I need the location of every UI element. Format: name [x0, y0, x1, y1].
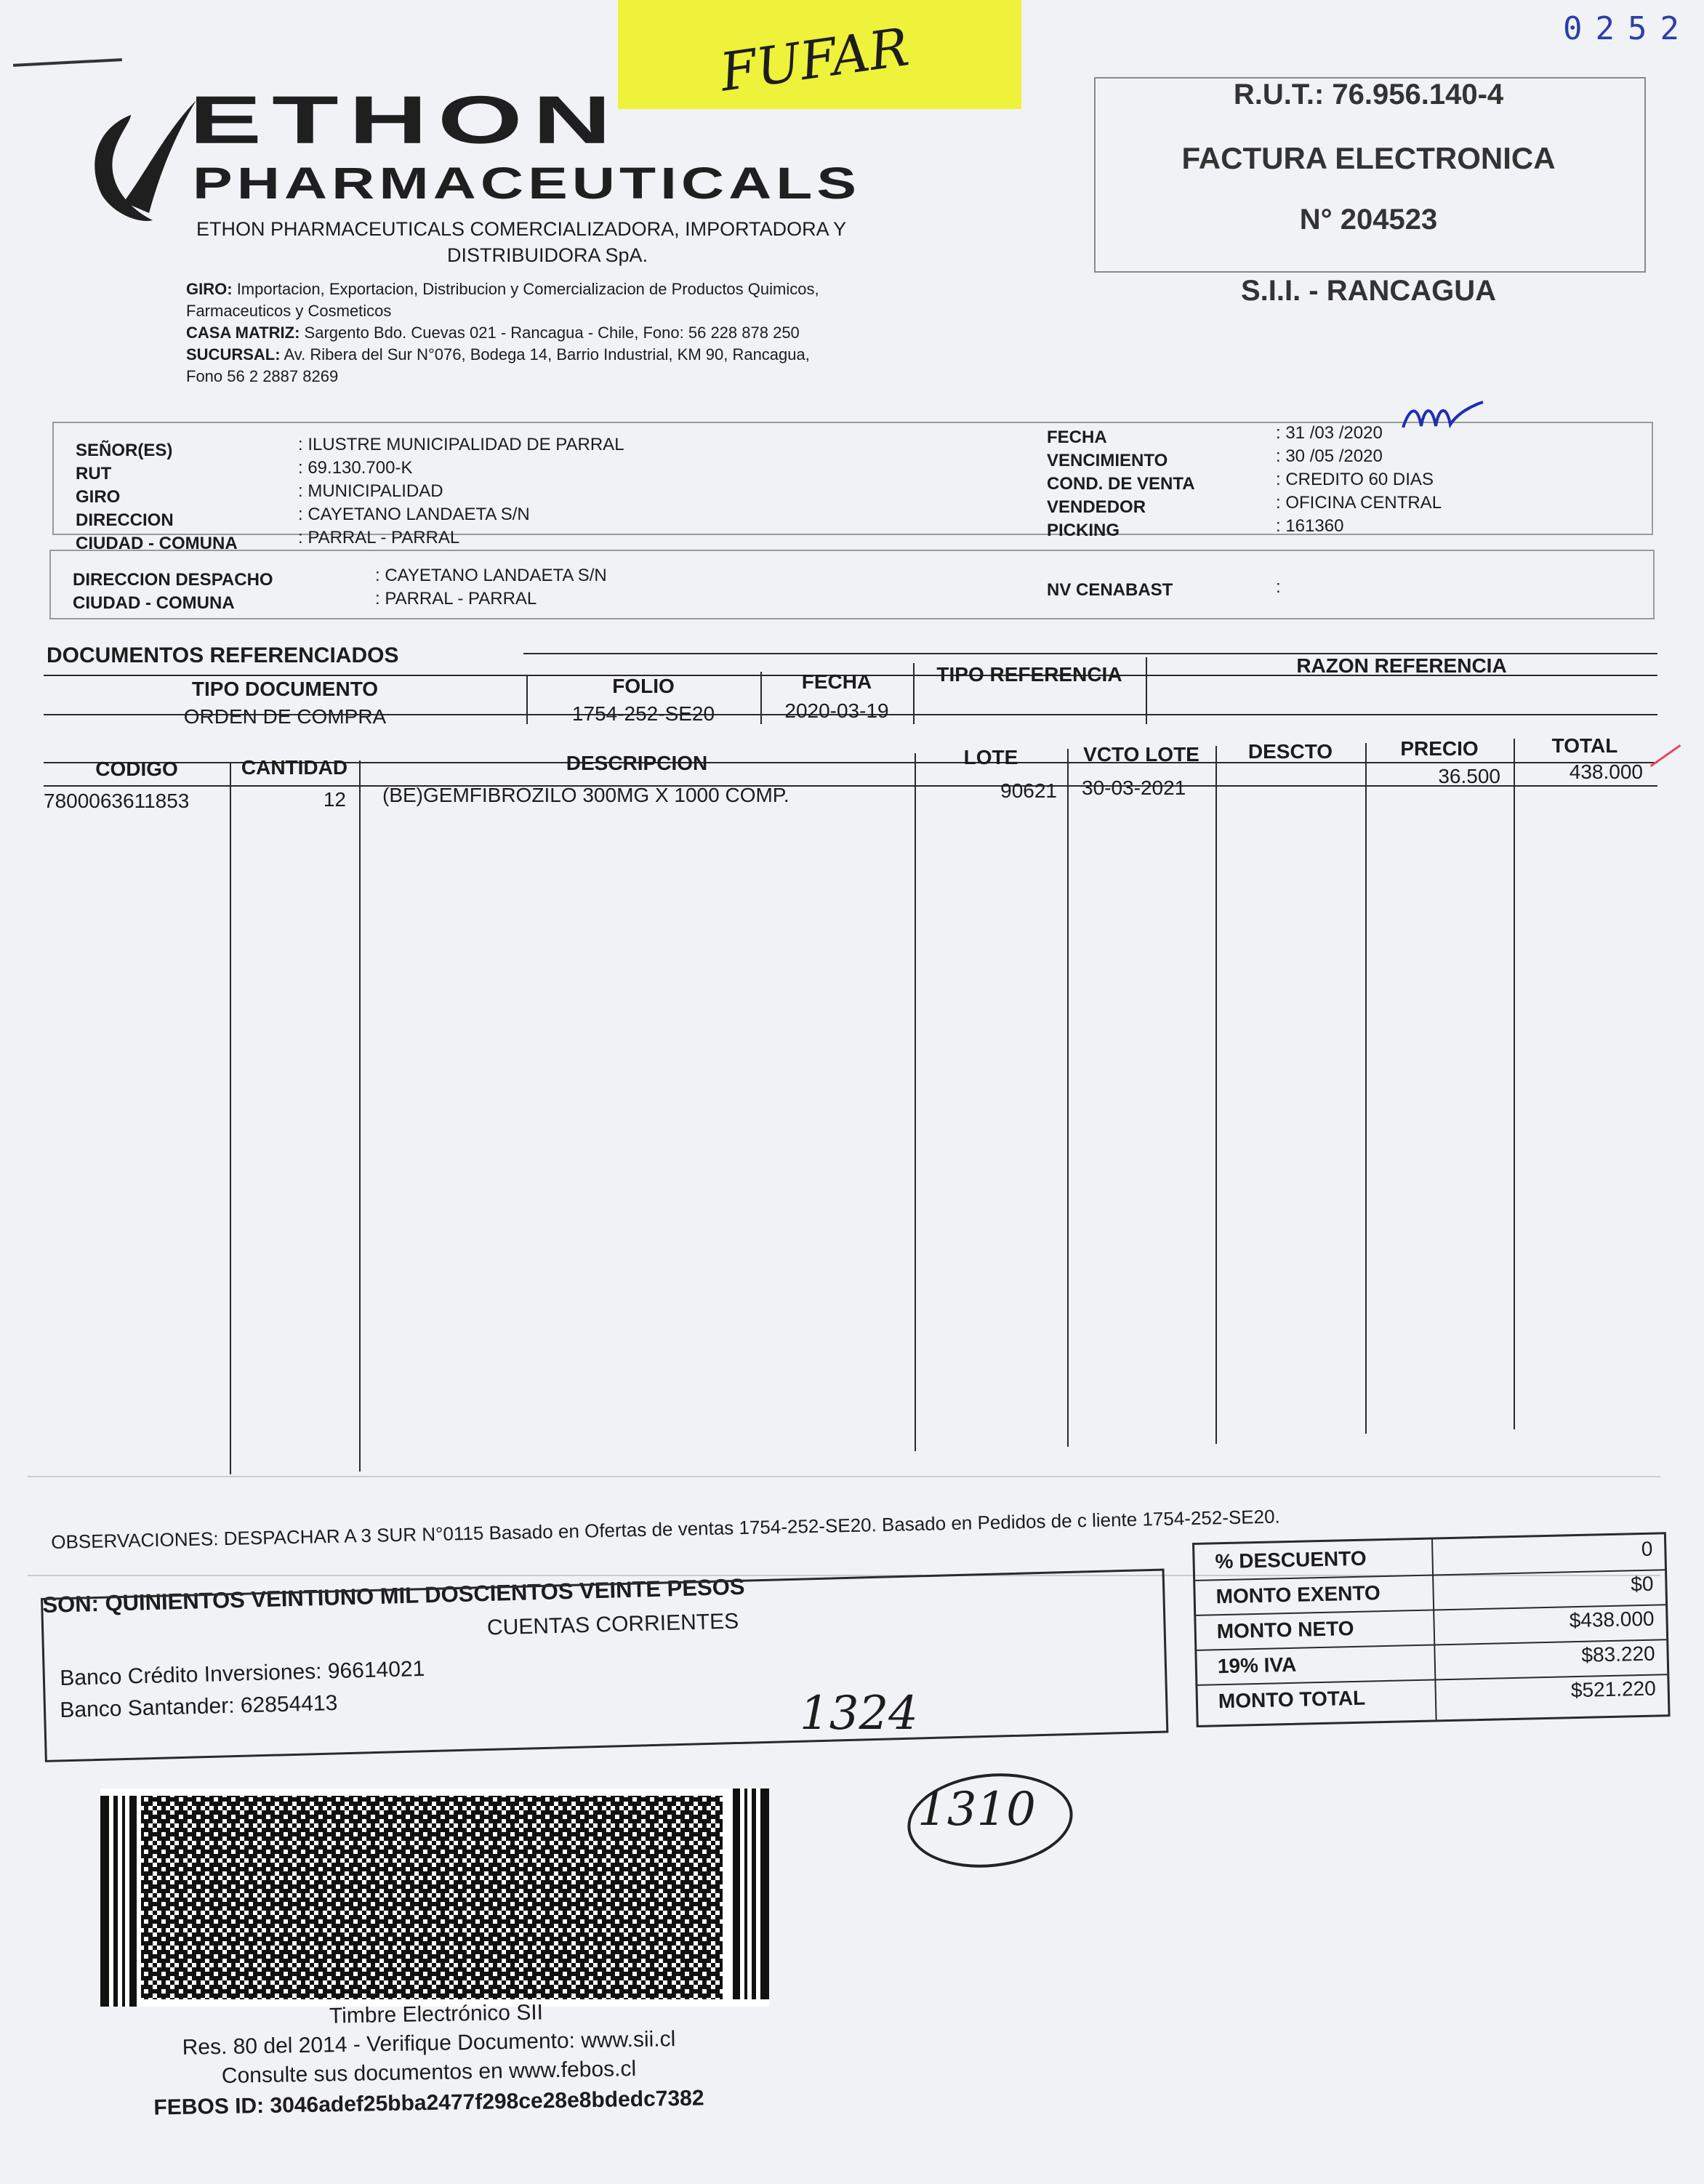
- references-table: [44, 653, 1659, 726]
- item-header-descripcion: DESCRIPCION: [566, 752, 708, 774]
- company-name-line2: DISTRIBUIDORA SpA.: [447, 244, 648, 266]
- handwritten-page-number: 0252: [1563, 10, 1692, 47]
- dispatch-box: [49, 550, 1655, 619]
- item-codigo: 7800063611853: [44, 790, 190, 812]
- ref-header-razon: RAZON REFERENCIA: [1296, 654, 1507, 677]
- issuer-phone: Fono 56 2 2887 8269: [186, 367, 339, 385]
- invoice-meta-values: : 31 /03 /2020 : 30 /05 /2020 : CREDITO 60 DIAS : OFICINA CENTRAL : 161360: [1276, 423, 1442, 536]
- issuer-rut: R.U.T.: 76.956.140-4: [1233, 79, 1504, 111]
- logo-wordmark-pharmaceuticals: PHARMACEUTICALS: [193, 158, 861, 209]
- item-header-vcto: VCTO LOTE: [1083, 743, 1199, 766]
- nv-cenabast-label: NV CENABAST: [1047, 580, 1173, 600]
- item-header-precio: PRECIO: [1400, 737, 1479, 760]
- total-value-iva: $83.220: [1581, 1642, 1655, 1666]
- items-table: [29, 734, 1665, 1476]
- logo-wordmark-ethon: ETHON: [189, 81, 622, 158]
- total-label-descuento: % DESCUENTO: [1215, 1546, 1367, 1573]
- bank-account-santander: Banco Santander: 62854413: [60, 1691, 338, 1722]
- item-header-lote: LOTE: [963, 746, 1018, 768]
- res-verifique: Res. 80 del 2014 - Verifique Documento: www.sii.cl: [182, 2027, 676, 2060]
- item-total: 438.000: [1569, 760, 1643, 783]
- item-header-codigo: CODIGO: [95, 758, 178, 780]
- ref-header-folio: FOLIO: [612, 675, 675, 697]
- bank-accounts-title: CUENTAS CORRIENTES: [486, 1609, 739, 1640]
- total-value-descuento: 0: [1641, 1537, 1653, 1560]
- item-precio: 36.500: [1438, 765, 1500, 787]
- pdf417-barcode-icon: [100, 1788, 769, 2007]
- issuer-giro-cont: Farmaceuticos y Cosmeticos: [186, 302, 392, 320]
- timbre-label: Timbre Electrónico SII: [329, 2000, 544, 2028]
- issuer-sucursal: SUCURSAL: Av. Ribera del Sur N°076, Bodega 14, Barrio Industrial, KM 90, Rancagua,: [186, 345, 810, 364]
- amount-in-words: SON: QUINIENTOS VEINTIUNO MIL DOSCIENTOS VEINTE PESOS: [42, 1573, 745, 1618]
- total-label-neto: MONTO NETO: [1216, 1616, 1354, 1643]
- ref-cell-tipo: ORDEN DE COMPRA: [183, 705, 387, 728]
- item-header-descto: DESCTO: [1247, 740, 1333, 763]
- item-header-total: TOTAL: [1551, 734, 1618, 757]
- references-title: DOCUMENTOS REFERENCIADOS: [47, 643, 399, 667]
- sticky-note-text: FUFAR: [716, 16, 913, 103]
- total-value-exento: $0: [1630, 1572, 1654, 1596]
- totals-table: [1192, 1532, 1671, 1727]
- item-lote: 90621: [1000, 779, 1057, 802]
- total-value-neto: $438.000: [1569, 1607, 1655, 1632]
- signature-mark: [1399, 398, 1487, 435]
- invoice-meta-labels: FECHA VENCIMIENTO COND. DE VENTA VENDEDOR PICKING: [1047, 427, 1195, 540]
- total-label-monto-total: MONTO TOTAL: [1218, 1686, 1366, 1713]
- handwritten-note-1324: 1324: [800, 1687, 918, 1741]
- handwritten-note-1310: 1310: [917, 1783, 1036, 1836]
- total-label-iva: 19% IVA: [1217, 1653, 1297, 1678]
- company-name-line1: ETHON PHARMACEUTICALS COMERCIALIZADORA, IMPORTADORA Y: [196, 218, 847, 240]
- issuer-casa-matriz: CASA MATRIZ: Sargento Bdo. Cuevas 021 - Rancagua - Chile, Fono: 56 228 878 250: [186, 324, 800, 342]
- bank-account-bci: Banco Crédito Inversiones: 96614021: [60, 1656, 425, 1690]
- observaciones-text: OBSERVACIONES: DESPACHAR A 3 SUR N°0115 Basado en Ofertas de ventas 1754-252-SE20. Basado en Pedidos de c liente 1754-252-SE20.: [51, 1505, 1281, 1553]
- febos-id: FEBOS ID: 3046adef25bba2477f298ce28e8bdedc7382: [153, 2086, 704, 2120]
- dispatch-values: : CAYETANO LANDAETA S/N : PARRAL - PARRAL: [375, 566, 607, 609]
- item-header-cantidad: CANTIDAD: [241, 756, 348, 779]
- item-vcto-lote: 30-03-2021: [1082, 776, 1186, 799]
- issuer-giro: GIRO: Importacion, Exportacion, Distribucion y Comercializacion de Productos Quimicos,: [186, 280, 819, 298]
- consulte-febos: Consulte sus documentos en www.febos.cl: [221, 2057, 637, 2088]
- client-labels: SEÑOR(ES) RUT GIRO DIRECCION CIUDAD - COMUNA: [76, 441, 238, 553]
- sii-office: S.I.I. - RANCAGUA: [1240, 275, 1497, 307]
- item-descripcion: (BE)GEMFIBROZILO 300MG X 1000 COMP.: [382, 784, 789, 806]
- total-value-monto-total: $521.220: [1570, 1677, 1657, 1702]
- ref-cell-fecha: 2020-03-19: [784, 699, 889, 722]
- pen-mark: [13, 58, 122, 67]
- dispatch-labels: DIRECCION DESPACHO CIUDAD - COMUNA: [73, 570, 273, 613]
- client-values: : ILUSTRE MUNICIPALIDAD DE PARRAL : 69.130.700-K : MUNICIPALIDAD : CAYETANO LANDAETA S/N : PARRAL - PARRAL: [298, 435, 624, 547]
- ref-cell-folio: 1754-252-SE20: [571, 702, 715, 725]
- document-number: N° 204523: [1299, 204, 1438, 236]
- document-type: FACTURA ELECTRONICA: [1181, 141, 1556, 175]
- nv-cenabast-value: :: [1276, 577, 1281, 597]
- company-logo-swoosh-icon: [80, 86, 204, 231]
- ref-header-fecha: FECHA: [801, 670, 872, 693]
- ref-header-tipo-referencia: TIPO REFERENCIA: [936, 663, 1122, 686]
- total-label-exento: MONTO EXENTO: [1215, 1581, 1381, 1608]
- ref-header-tipo: TIPO DOCUMENTO: [191, 678, 379, 700]
- item-cantidad: 12: [323, 788, 346, 811]
